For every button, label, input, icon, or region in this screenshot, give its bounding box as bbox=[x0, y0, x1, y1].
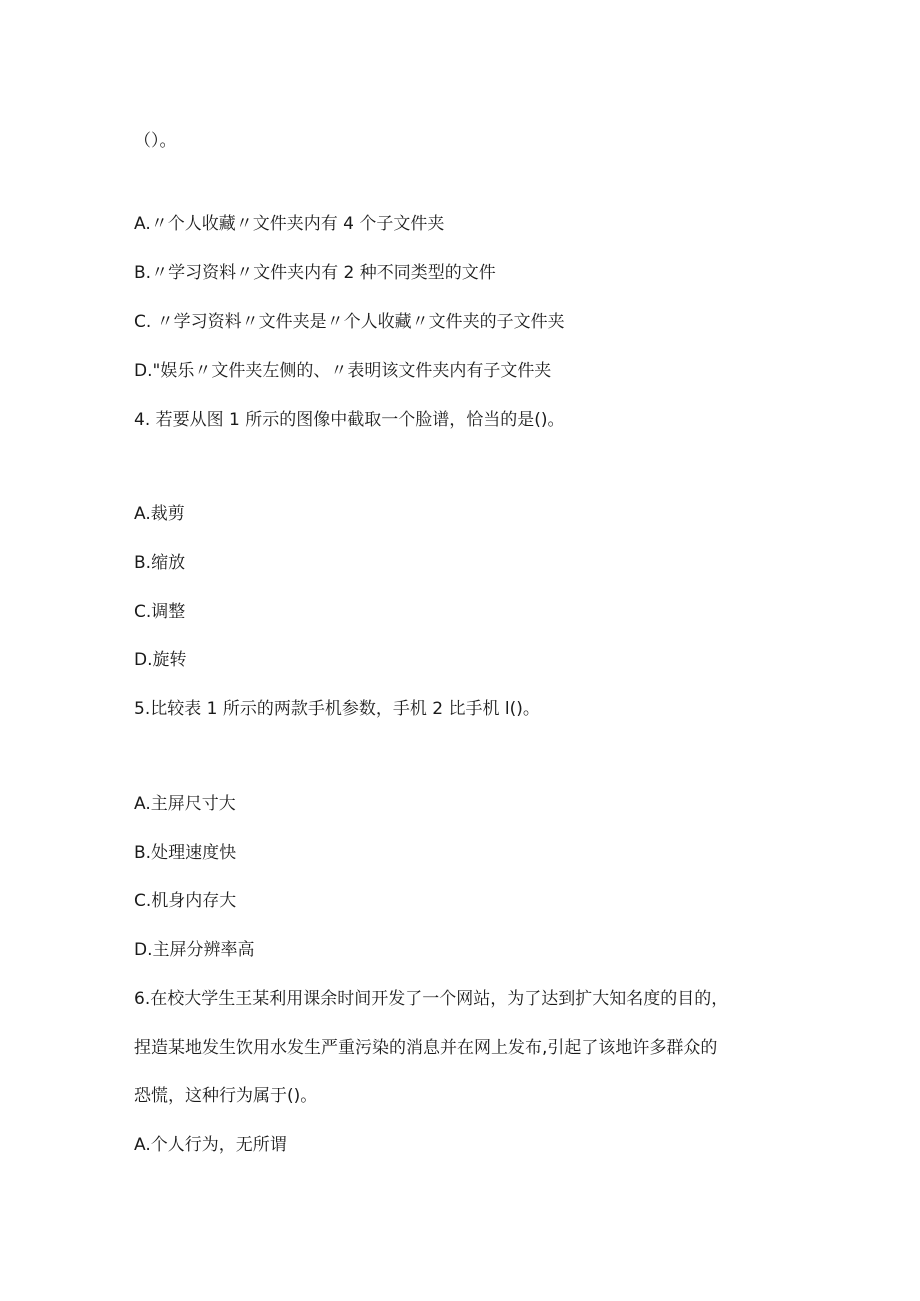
question-4-option-a: A.裁剪 bbox=[134, 504, 185, 524]
question-6-stem-line-1: 6.在校大学生王某利用课余时间开发了一个网站，为了达到扩大知名度的目的， bbox=[134, 989, 729, 1009]
question-3-option-a: A.〃个人收藏〃文件夹内有 4 个子文件夹 bbox=[134, 214, 445, 234]
question-5-stem: 5.比较表 1 所示的两款手机参数，手机 2 比手机 l()。 bbox=[134, 699, 540, 719]
question-4-option-d: D.旋转 bbox=[134, 650, 187, 670]
question-5-option-a: A.主屏尺寸大 bbox=[134, 794, 236, 814]
question-3-option-b: B.〃学习资料〃文件夹内有 2 种不同类型的文件 bbox=[134, 263, 496, 283]
question-5-option-d: D.主屏分辨率高 bbox=[134, 940, 255, 960]
question-4-option-c: C.调整 bbox=[134, 602, 186, 622]
question-4-stem: 4. 若要从图 1 所示的图像中截取一个脸谱，恰当的是()。 bbox=[134, 410, 565, 430]
question-5-option-c: C.机身内存大 bbox=[134, 891, 237, 911]
question-3-option-d: D."娱乐〃文件夹左侧的、〃表明该文件夹内有子文件夹 bbox=[134, 361, 552, 381]
question-3-stem-end: （）。 bbox=[134, 131, 177, 151]
question-6-stem-line-3: 恐慌，这种行为属于()。 bbox=[134, 1086, 318, 1106]
question-3-option-c: C. 〃学习资料〃文件夹是〃个人收藏〃文件夹的子文件夹 bbox=[134, 312, 565, 332]
question-6-stem-line-2: 捏造某地发生饮用水发生严重污染的消息并在网上发布,引起了该地许多群众的 bbox=[134, 1038, 718, 1058]
question-4-option-b: B.缩放 bbox=[134, 553, 186, 573]
question-6-option-a: A.个人行为，无所谓 bbox=[134, 1135, 287, 1155]
question-5-option-b: B.处理速度快 bbox=[134, 843, 237, 863]
